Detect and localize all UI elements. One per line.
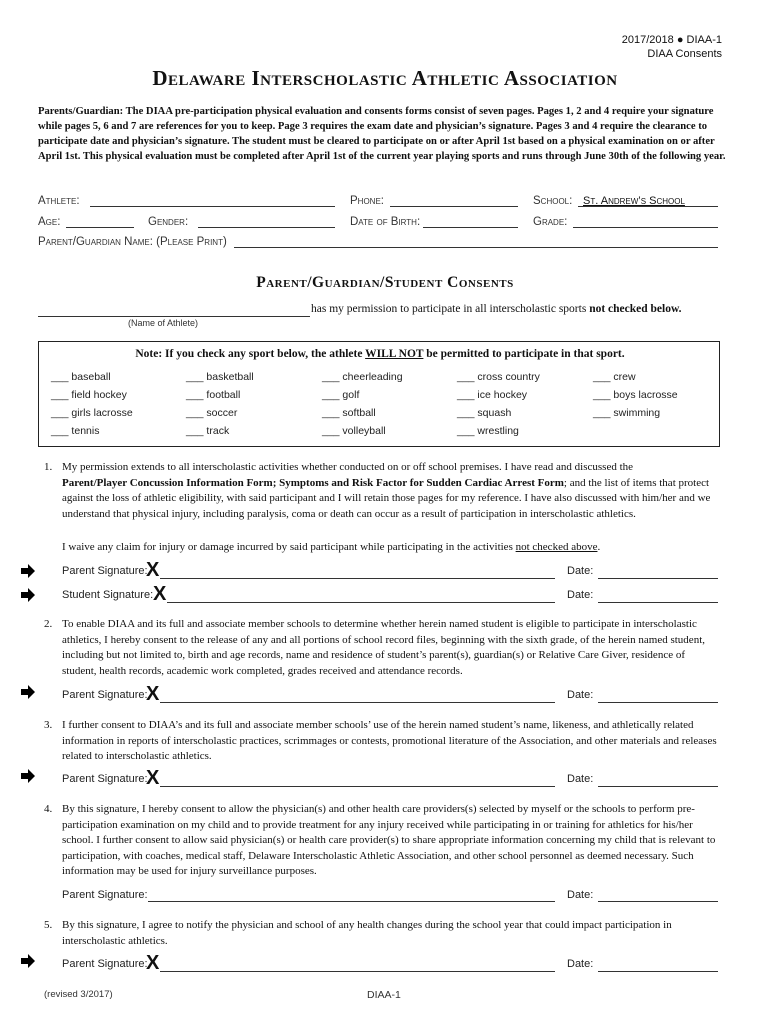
- item-3-text: I further consent to DIAA’s and its full and associate member schools’ use of the herein named student’s name, likeness, and athletically related information in reports of interscholastic practices, scrimmages or contests, promotional literature of the Association, and other materials and releases related to interscholastic athletics.: [62, 719, 717, 762]
- parent-signature-label-2: Parent Signature:: [62, 689, 148, 701]
- date-label-2: Date:: [567, 589, 594, 601]
- form-subtitle: DIAA Consents: [647, 48, 722, 60]
- sport-ice-hockey[interactable]: ___ ice hockey: [457, 389, 528, 401]
- form-header: [622, 33, 722, 61]
- date-field-6[interactable]: [598, 971, 718, 972]
- age-label: Age:: [38, 216, 61, 228]
- date-label-1: Date:: [567, 565, 594, 577]
- athlete-name-field[interactable]: [38, 316, 310, 317]
- item-3-number: 3.: [44, 719, 53, 731]
- item-5-text: By this signature, I agree to notify the physician and school of any health changes during the school year that could impact participation in interscholastic athletics.: [62, 919, 672, 947]
- sport-tennis[interactable]: ___ tennis: [51, 425, 100, 437]
- waiver-period: .: [597, 541, 601, 553]
- arrow-right-icon: [20, 587, 36, 603]
- phone-label: Phone:: [350, 195, 384, 207]
- waiver-not-checked: not checked above: [515, 541, 598, 553]
- sport-soccer[interactable]: ___ soccer: [186, 407, 238, 419]
- sport-cross-country[interactable]: ___ cross country: [457, 371, 540, 383]
- athlete-name-hint: (Name of Athlete): [128, 318, 199, 328]
- signature-x-mark: X: [153, 583, 167, 605]
- item-4-text: By this signature, I hereby consent to allow the physician(s) and other health care providers(s) selected by myself or the schools to perform pre-participation examination on my child and to provide treatment for any injury received while participating in or training for athletics for his/her school. I further consent to allow said physician(s) or health care provider(s) to share appropriate information concerning my child that is relevant to participation, with coaches, medical staff, Delaware Interscholastic Athletic Association, and other school personnel as deemed necessary. Such information may be used for injury surveillance purposes.: [62, 803, 716, 877]
- sport-crew[interactable]: ___ crew: [593, 371, 636, 383]
- sport-baseball[interactable]: ___ baseball: [51, 371, 111, 383]
- gender-field[interactable]: [198, 227, 335, 228]
- school-label: School:: [533, 195, 573, 207]
- gender-label: Gender:: [148, 216, 189, 228]
- sport-football[interactable]: ___ football: [186, 389, 241, 401]
- item-1-line-3: items that protect against the loss of athletic eligibility, with said participant and I will retain those pages for my reference. I have also discussed with him/her and we understand that physical injury, including paralysis, coma or death can occur as a result of participation in interscholastic athletics.: [62, 476, 711, 520]
- parent-signature-field-5[interactable]: [160, 971, 555, 972]
- sport-track[interactable]: ___ track: [186, 425, 230, 437]
- dob-field[interactable]: [423, 227, 518, 228]
- arrow-right-icon: [20, 563, 36, 579]
- sport-basketball[interactable]: ___ basketball: [186, 371, 254, 383]
- parent-signature-field-1[interactable]: [160, 578, 555, 579]
- arrow-right-icon: [20, 768, 36, 784]
- school-value: St. Andrew’s School: [583, 195, 685, 207]
- signature-x-mark: X: [146, 683, 160, 705]
- parent-signature-label-5: Parent Signature:: [62, 958, 148, 970]
- date-label-3: Date:: [567, 689, 594, 701]
- page-title: Delaware Interscholastic Athletic Association: [152, 66, 618, 90]
- parent-signature-field-3[interactable]: [160, 786, 555, 787]
- sport-wrestling[interactable]: ___ wrestling: [457, 425, 519, 437]
- sport-volleyball[interactable]: ___ volleyball: [322, 425, 386, 437]
- date-field-2[interactable]: [598, 602, 718, 603]
- sports-note-post: be permitted to participate in that sport.: [423, 348, 625, 360]
- parent-signature-label-4: Parent Signature:: [62, 889, 148, 901]
- item-2-number: 2.: [44, 618, 53, 630]
- item-2-text: To enable DIAA and its full and associate member schools to determine whether herein named student is eligible to participate in interscholastic athletics, I hereby consent to the release of any and all portions of school record files, beginning with the sixth grade, of the herein named student, including but not limited to, birth and age records, name and residence of student’s parent(s), guardian(s) or Relative Care Giver, residence of student, health records, academic work completed, grades received and attendance records.: [62, 618, 706, 677]
- signature-x-mark: X: [146, 952, 160, 974]
- athlete-field[interactable]: [90, 206, 335, 207]
- date-label-4: Date:: [567, 773, 594, 785]
- parent-signature-field-2[interactable]: [160, 702, 555, 703]
- sport-softball[interactable]: ___ softball: [322, 407, 376, 419]
- item-1-text: [62, 460, 722, 522]
- waiver-text: I waive any claim for injury or damage incurred by said participant while participating in the activities: [62, 541, 516, 553]
- item-1-line-1: My permission extends to all interscholastic activities whether conducted on or off school premises. I have read and discussed the: [62, 461, 634, 473]
- sport-girls-lacrosse[interactable]: ___ girls lacrosse: [51, 407, 133, 419]
- item-1-forms-rest: ; and the list of: [563, 476, 630, 489]
- item-1-waiver: [62, 540, 600, 556]
- date-label-6: Date:: [567, 958, 594, 970]
- date-label-5: Date:: [567, 889, 594, 901]
- date-field-3[interactable]: [598, 702, 718, 703]
- date-field-5[interactable]: [598, 901, 718, 902]
- footer-form-id: DIAA-1: [367, 989, 401, 1001]
- intro-paragraph: [38, 104, 728, 164]
- date-field-4[interactable]: [598, 786, 718, 787]
- parent-signature-label-1: Parent Signature:: [62, 565, 148, 577]
- sports-note: [39, 348, 721, 360]
- signature-x-mark: X: [146, 559, 160, 581]
- permission-bold: not checked below.: [589, 303, 682, 315]
- grade-field[interactable]: [573, 227, 718, 228]
- arrow-right-icon: [20, 684, 36, 700]
- parent-name-field[interactable]: [234, 247, 718, 248]
- item-4-number: 4.: [44, 803, 53, 815]
- age-field[interactable]: [66, 227, 134, 228]
- sport-squash[interactable]: ___ squash: [457, 407, 512, 419]
- signature-x-mark: X: [146, 767, 160, 789]
- permission-statement: [311, 303, 682, 315]
- arrow-right-icon: [20, 953, 36, 969]
- student-signature-label: Student Signature:: [62, 589, 154, 601]
- sports-note-pre: Note: If you check any sport below, the athlete: [135, 348, 366, 360]
- phone-field[interactable]: [390, 206, 518, 207]
- sport-golf[interactable]: ___ golf: [322, 389, 360, 401]
- sports-box: [38, 341, 720, 447]
- dob-label: Date of Birth:: [350, 216, 421, 228]
- sport-swimming[interactable]: ___ swimming: [593, 407, 661, 419]
- parent-signature-label-3: Parent Signature:: [62, 773, 148, 785]
- permission-text: has my permission to participate in all interscholastic sports: [311, 303, 590, 315]
- grade-label: Grade:: [533, 216, 568, 228]
- sport-field-hockey[interactable]: ___ field hockey: [51, 389, 127, 401]
- athlete-label: Athlete:: [38, 195, 80, 207]
- consents-section-title: Parent/Guardian/Student Consents: [256, 274, 514, 291]
- student-signature-field[interactable]: [167, 602, 555, 603]
- sports-note-will-not: WILL NOT: [365, 348, 424, 360]
- date-field-1[interactable]: [598, 578, 718, 579]
- revision-note: (revised 3/2017): [44, 989, 113, 1000]
- intro-text: Parents/Guardian: The DIAA pre-participation physical evaluation and consents forms consist of seven pages. Pages 1, 2 and 4 require your signature while pages 5, 6 and 7 are references for you to keep. Page 3 requires the exam date and physician’s signature. Pages 3 and 4 require the clearance to participate date and physician’s signature. The student must be cleared to participate on or after April 1st based on a physical examination on or after April 1st. This physical evaluation must be completed after April 1st of the current year playing sports and runs through June 30th of the following year.: [38, 106, 726, 162]
- year-form-id: 2017/2018 ● DIAA-1: [621, 34, 722, 46]
- parent-signature-field-4[interactable]: [148, 901, 555, 902]
- item-1-forms-bold: Parent/Player Concussion Information Form; Symptoms and Risk Factor for Sudden Cardiac Arrest Form: [62, 476, 564, 489]
- item-1-number: 1.: [44, 461, 53, 473]
- item-5-number: 5.: [44, 919, 53, 931]
- sport-boys-lacrosse[interactable]: ___ boys lacrosse: [593, 389, 678, 401]
- sport-cheerleading[interactable]: ___ cheerleading: [322, 371, 403, 383]
- parent-name-label: Parent/Guardian Name: (Please Print): [38, 236, 227, 248]
